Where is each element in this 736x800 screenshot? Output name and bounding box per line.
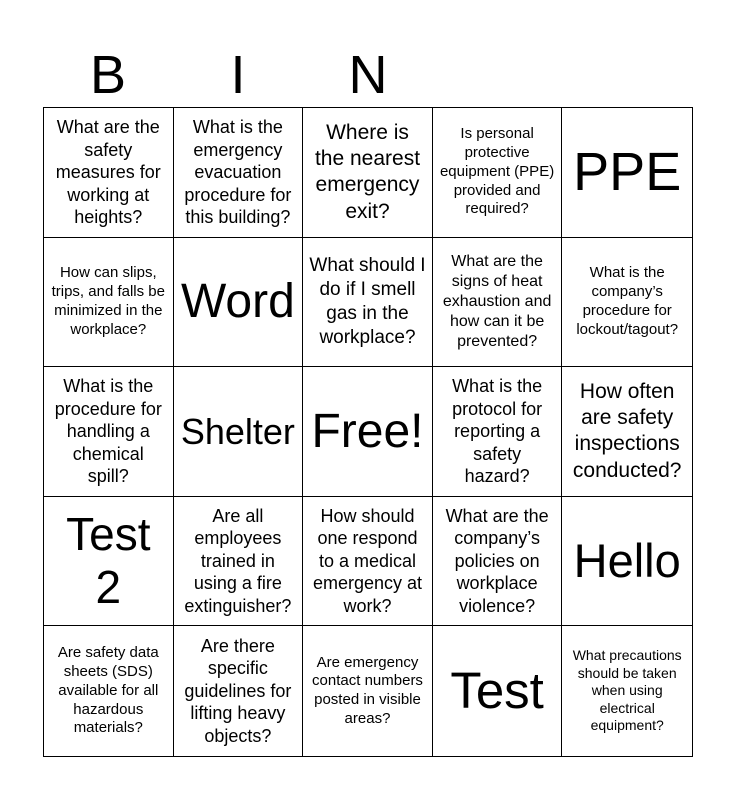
bingo-cell[interactable] bbox=[174, 238, 304, 368]
header-letter-n: N bbox=[348, 45, 388, 105]
bingo-cell-text: Free! bbox=[311, 404, 424, 458]
bingo-cell[interactable] bbox=[174, 626, 304, 756]
bingo-cell-text: PPE bbox=[573, 142, 682, 203]
bingo-cell-text: Hello bbox=[573, 534, 681, 588]
bingo-cell[interactable] bbox=[303, 367, 433, 497]
bingo-cell-text: What should I do if I smell gas in the workplace? bbox=[309, 255, 426, 348]
bingo-cell[interactable] bbox=[562, 626, 692, 756]
bingo-cell-text: What is the company’s procedure for lockout/tagout? bbox=[576, 264, 679, 338]
bingo-cell-text: How should one respond to a medical emergency at work? bbox=[312, 505, 423, 616]
bingo-cell-text: What is the protocol for reporting a safety hazard? bbox=[452, 376, 543, 487]
bingo-cell[interactable] bbox=[44, 238, 174, 368]
bingo-card-grid bbox=[43, 107, 693, 757]
bingo-cell[interactable] bbox=[433, 367, 563, 497]
bingo-cell-text: Is personal protective equipment (PPE) provided and required? bbox=[439, 125, 555, 218]
bingo-cell[interactable] bbox=[433, 108, 563, 238]
bingo-cell-text: How often are safety inspections conducted? bbox=[572, 379, 682, 482]
bingo-cell-text: What is the emergency evacuation procedure for this building? bbox=[184, 117, 292, 228]
bingo-cell[interactable] bbox=[433, 626, 563, 756]
bingo-cell[interactable] bbox=[562, 367, 692, 497]
bingo-cell[interactable] bbox=[174, 108, 304, 238]
bingo-cell[interactable] bbox=[174, 497, 304, 627]
bingo-cell-text: Are all employees trained in using a fire extinguisher? bbox=[184, 505, 292, 616]
bingo-cell[interactable] bbox=[44, 367, 174, 497]
bingo-cell-text: Are emergency contact numbers posted in visible areas? bbox=[312, 653, 423, 727]
bingo-cell-text: What are the safety measures for working at heights? bbox=[55, 117, 161, 228]
bingo-cell-text: Shelter bbox=[180, 410, 295, 452]
bingo-cell-text: What are the signs of heat exhaustion and how can it be prevented? bbox=[442, 252, 552, 350]
bingo-cell-text: Are safety data sheets (SDS) available for all hazardous materials? bbox=[57, 644, 159, 737]
bingo-header bbox=[43, 44, 693, 106]
bingo-cell[interactable] bbox=[303, 108, 433, 238]
bingo-cell[interactable] bbox=[433, 497, 563, 627]
bingo-cell-text: Are there specific guidelines for lifting heavy objects? bbox=[184, 635, 292, 746]
bingo-cell[interactable] bbox=[562, 497, 692, 627]
bingo-cell-text: What is the procedure for handling a chemical spill? bbox=[54, 376, 162, 487]
bingo-cell-text: Test bbox=[450, 661, 544, 719]
bingo-cell[interactable] bbox=[562, 238, 692, 368]
bingo-cell[interactable] bbox=[303, 238, 433, 368]
bingo-cell-text: Where is the nearest emergency exit? bbox=[314, 120, 421, 223]
bingo-cell[interactable] bbox=[303, 626, 433, 756]
bingo-cell-text: Word bbox=[180, 275, 295, 329]
bingo-cell-text: What are the company’s policies on workplace violence? bbox=[445, 505, 549, 616]
bingo-cell-text: How can slips, trips, and falls be minimized in the workplace? bbox=[51, 264, 165, 338]
bingo-cell-text: What precautions should be taken when using electrical equipment? bbox=[572, 647, 682, 734]
bingo-cell[interactable] bbox=[433, 238, 563, 368]
header-letter-i: I bbox=[230, 45, 246, 105]
bingo-cell[interactable] bbox=[44, 108, 174, 238]
bingo-cell[interactable] bbox=[562, 108, 692, 238]
bingo-cell[interactable] bbox=[174, 367, 304, 497]
bingo-cell[interactable] bbox=[44, 626, 174, 756]
bingo-cell-text: Test 2 bbox=[66, 508, 151, 614]
bingo-cell[interactable] bbox=[303, 497, 433, 627]
header-letter-b: B bbox=[89, 45, 127, 105]
bingo-cell[interactable] bbox=[44, 497, 174, 627]
